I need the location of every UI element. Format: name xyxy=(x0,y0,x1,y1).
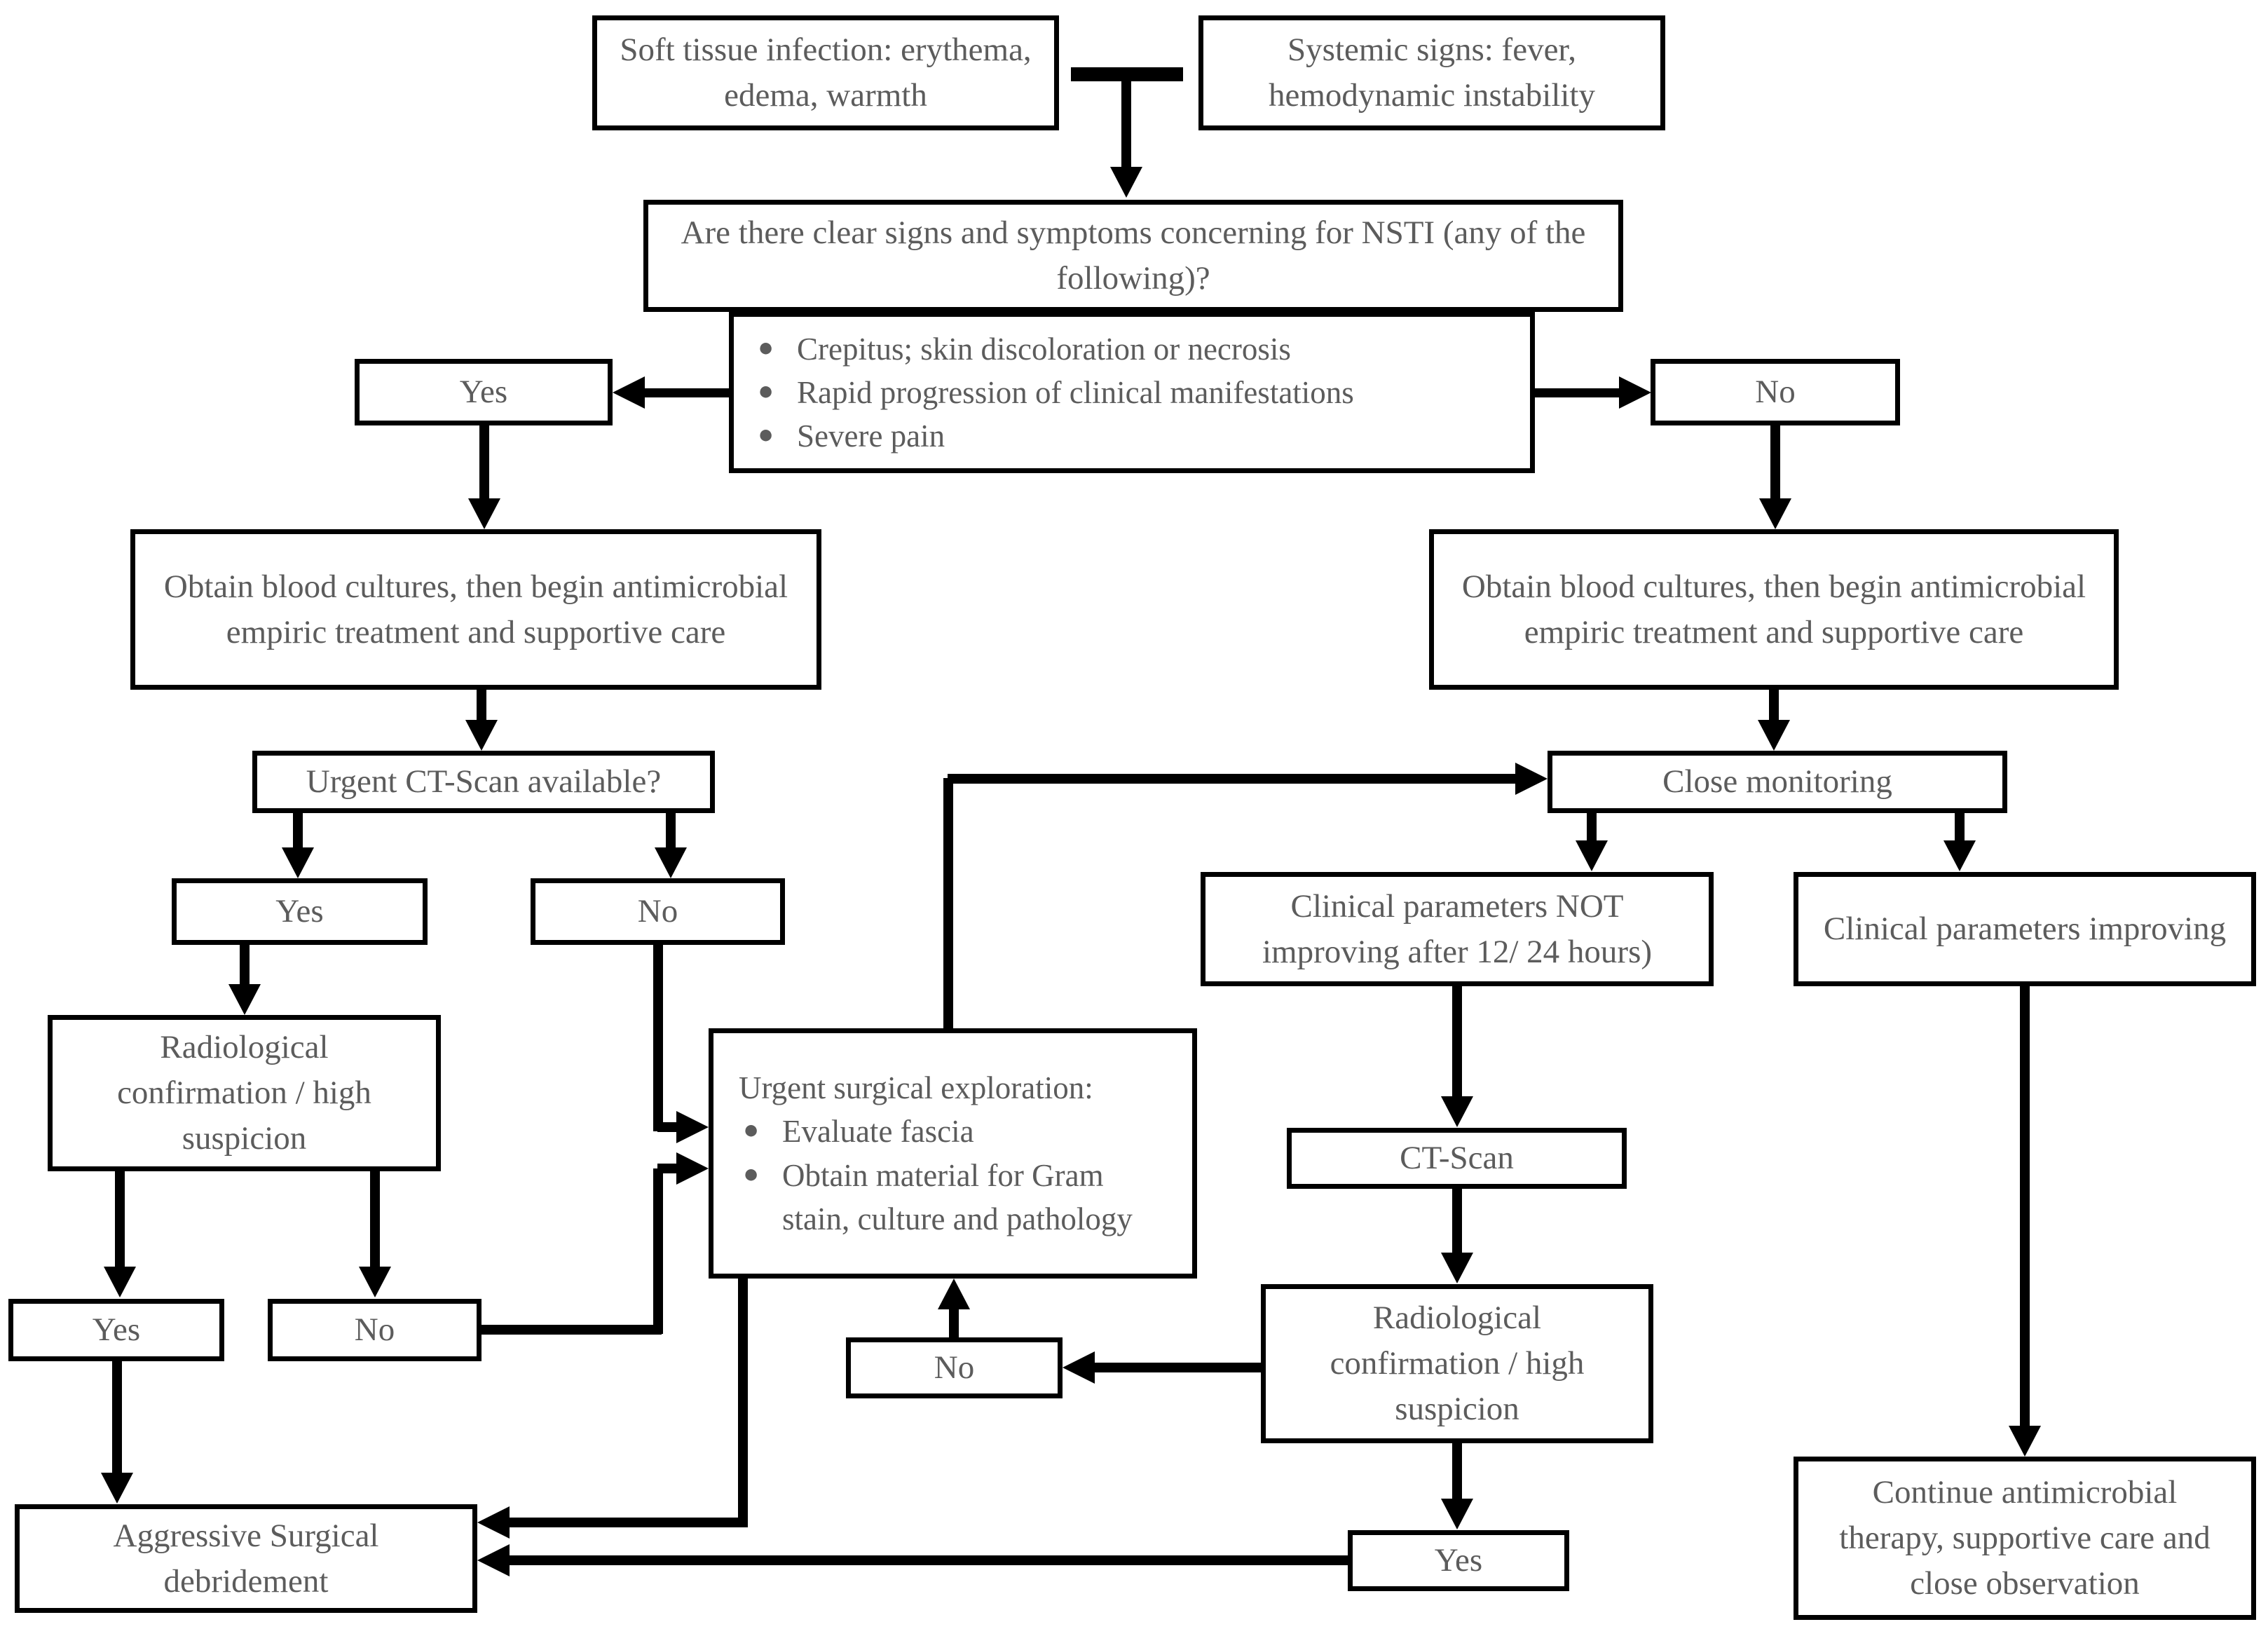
connector-radiology-right-to-yes xyxy=(1452,1443,1462,1499)
arrowhead-into-yes4 xyxy=(1441,1499,1473,1529)
node-params-not-improving-label: Clinical parameters NOT improving after 12/ 24 hours) xyxy=(1262,887,1653,970)
node-ct-available-label: Urgent CT-Scan available? xyxy=(306,763,662,800)
connector-yes-to-cultures-left xyxy=(479,425,489,498)
node-nsti-question xyxy=(643,200,1623,312)
arrowhead-into-surgical-upper xyxy=(676,1111,709,1143)
connector-radiology-left-to-yes xyxy=(115,1171,125,1267)
connector-criteria-to-no xyxy=(1535,388,1619,397)
node-cultures-right xyxy=(1429,529,2119,690)
node-radiology-right-no-label: No xyxy=(934,1349,975,1386)
node-nsti-no xyxy=(1651,359,1900,425)
arrowhead-surgical-into-debridement xyxy=(477,1506,510,1539)
criteria-item-label: Crepitus; skin discoloration or necrosis xyxy=(797,331,1291,367)
connector-criteria-to-yes xyxy=(645,388,729,397)
node-ct-yes-label: Yes xyxy=(275,893,324,930)
arrowhead-into-ct-scan xyxy=(1441,1096,1473,1127)
arrowhead-into-surgical-lower xyxy=(676,1152,709,1185)
node-ct-yes xyxy=(172,878,428,945)
connector-monitoring-to-not-improving xyxy=(1587,813,1597,841)
arrowhead-into-yes xyxy=(613,376,645,409)
connector-top-tee-bar xyxy=(1071,67,1183,81)
connector-ct-yes-to-radiology xyxy=(240,945,250,986)
arrowhead-no4-into-surgical xyxy=(938,1279,970,1309)
connector-radiology-left-to-no xyxy=(370,1171,380,1267)
arrowhead-into-ct-yes xyxy=(282,847,314,878)
node-params-improving xyxy=(1794,872,2256,986)
bullet-icon: ● xyxy=(758,420,774,450)
node-nsti-no-label: No xyxy=(1755,374,1796,411)
node-radiology-right-yes-label: Yes xyxy=(1434,1542,1483,1579)
connector-radiology-no-horizontal xyxy=(481,1325,662,1335)
node-nsti-yes-label: Yes xyxy=(459,374,508,411)
node-surgical-exploration xyxy=(709,1028,1197,1279)
criteria-item xyxy=(753,327,1354,371)
node-soft-tissue-infection xyxy=(592,15,1059,130)
criteria-item-label: Rapid progression of clinical manifestations xyxy=(797,374,1354,410)
arrowhead-into-cultures-right xyxy=(1759,498,1791,529)
node-ct-no xyxy=(531,878,785,945)
node-continue-therapy-label: Continue antimicrobial therapy, supportive care and close observation xyxy=(1839,1474,2211,1602)
connector-radiology-no-elbow xyxy=(657,1164,678,1173)
connector-radiology-right-to-no xyxy=(1095,1363,1261,1372)
connector-no4-up xyxy=(949,1308,959,1337)
arrowhead-into-continue xyxy=(2009,1426,2041,1457)
node-systemic-signs xyxy=(1198,15,1665,130)
node-radiology-left-yes-label: Yes xyxy=(92,1311,141,1349)
arrowhead-into-no xyxy=(1619,376,1651,409)
node-radiology-left-no xyxy=(268,1299,481,1361)
arrowhead-into-cultures-left xyxy=(468,498,500,529)
node-radiology-right-yes xyxy=(1348,1530,1569,1591)
bullet-icon: ● xyxy=(758,332,774,362)
connector-top-tee-stem xyxy=(1121,81,1131,167)
connector-ct-no-elbow xyxy=(657,1122,678,1132)
connector-surgical-up xyxy=(943,778,953,1028)
bullet-icon: ● xyxy=(743,1159,760,1189)
surgical-step-label: Evaluate fascia xyxy=(782,1114,974,1150)
arrowhead-into-radiology-left xyxy=(228,984,261,1015)
connector-no-to-cultures-right xyxy=(1770,425,1780,498)
connector-radiology-yes-to-debridement xyxy=(112,1361,122,1473)
surgical-step xyxy=(739,1110,1173,1153)
connector-surgical-to-debridement xyxy=(510,1518,748,1527)
node-nsti-yes xyxy=(355,359,613,425)
node-radiology-left-label: Radiological confirmation / high suspicion xyxy=(117,1029,371,1157)
arrowhead-into-ct-no xyxy=(655,847,687,878)
node-radiology-right-label: Radiological confirmation / high suspicion xyxy=(1330,1300,1585,1427)
arrowhead-yes4-into-debridement xyxy=(477,1544,510,1576)
surgical-step-label: Obtain material for Gram stain, culture and pathology xyxy=(782,1157,1133,1236)
node-surgical-exploration-title: Urgent surgical exploration: xyxy=(739,1070,1093,1106)
arrowhead-into-ct-question xyxy=(465,720,498,751)
node-radiology-left-no-label: No xyxy=(354,1311,395,1349)
arrowhead-into-question xyxy=(1110,167,1142,198)
node-close-monitoring-label: Close monitoring xyxy=(1662,763,1892,800)
arrowhead-into-improving xyxy=(1943,840,1976,871)
connector-surgical-down xyxy=(738,1279,748,1527)
criteria-item-label: Severe pain xyxy=(797,418,945,454)
connector-ct-question-to-no xyxy=(666,813,676,848)
connector-ct-to-radiology-right xyxy=(1452,1189,1462,1253)
node-nsti-criteria xyxy=(729,312,1535,473)
node-cultures-left-label: Obtain blood cultures, then begin antimicrobial empiric treatment and supportive care xyxy=(163,568,788,650)
bullet-icon: ● xyxy=(743,1115,760,1145)
connector-cultures-right-to-monitoring xyxy=(1769,690,1779,721)
node-debridement xyxy=(15,1504,477,1613)
node-nsti-question-label: Are there clear signs and symptoms concerning for NSTI (any of the following)? xyxy=(681,214,1586,297)
connector-yes4-to-debridement xyxy=(510,1555,1348,1565)
node-ct-scan xyxy=(1287,1128,1627,1189)
arrowhead-into-debridement-top xyxy=(101,1473,133,1504)
node-cultures-left xyxy=(130,529,821,690)
node-radiology-left xyxy=(48,1015,441,1171)
node-ct-available xyxy=(252,751,715,813)
arrowhead-into-radiology-yes xyxy=(104,1267,136,1297)
node-debridement-label: Aggressive Surgical debridement xyxy=(113,1517,379,1600)
connector-monitoring-to-improving xyxy=(1955,813,1965,841)
node-radiology-right-no xyxy=(846,1337,1063,1398)
connector-cultures-left-to-ct-question xyxy=(477,690,486,721)
node-close-monitoring xyxy=(1548,751,2007,813)
connector-not-improving-to-ct xyxy=(1452,986,1462,1097)
arrowhead-into-radiology-no xyxy=(359,1267,391,1297)
arrowhead-surgical-into-monitoring xyxy=(1515,763,1548,795)
criteria-item xyxy=(753,414,1354,458)
node-params-improving-label: Clinical parameters improving xyxy=(1823,911,2227,948)
connector-surgical-to-monitoring xyxy=(948,774,1515,784)
arrowhead-into-not-improving xyxy=(1576,840,1608,871)
node-radiology-right xyxy=(1261,1284,1653,1443)
node-continue-therapy xyxy=(1794,1457,2256,1620)
node-params-not-improving xyxy=(1201,872,1714,986)
bullet-icon: ● xyxy=(758,376,774,406)
connector-improving-to-continue xyxy=(2020,986,2030,1426)
arrowhead-into-no4 xyxy=(1063,1351,1095,1384)
node-ct-no-label: No xyxy=(637,893,678,930)
surgical-step xyxy=(739,1154,1173,1241)
connector-radiology-no-up xyxy=(653,1168,663,1334)
node-radiology-left-yes xyxy=(8,1299,224,1361)
node-ct-scan-label: CT-Scan xyxy=(1400,1140,1514,1177)
criteria-item xyxy=(753,371,1354,414)
node-systemic-signs-label: Systemic signs: fever, hemodynamic instability xyxy=(1268,32,1595,114)
arrowhead-into-radiology-right xyxy=(1441,1253,1473,1283)
connector-ct-no-down xyxy=(653,945,663,1131)
node-soft-tissue-infection-label: Soft tissue infection: erythema, edema, warmth xyxy=(620,32,1032,114)
arrowhead-into-monitoring xyxy=(1758,720,1790,751)
node-cultures-right-label: Obtain blood cultures, then begin antimicrobial empiric treatment and supportive care xyxy=(1461,568,2086,650)
connector-ct-question-to-yes xyxy=(293,813,303,848)
